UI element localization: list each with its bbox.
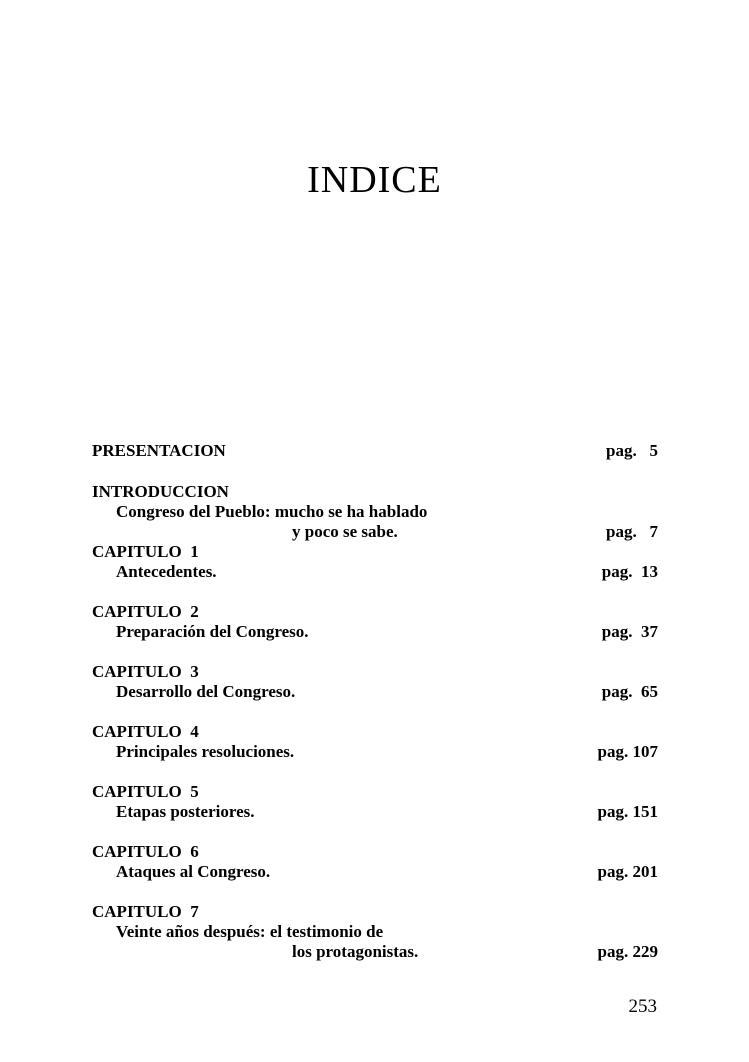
toc-entry-capitulo-2 bbox=[92, 602, 658, 642]
entry-heading: CAPITULO 3 bbox=[92, 662, 199, 681]
toc-entry-capitulo-7 bbox=[92, 902, 658, 962]
toc-entry-capitulo-6 bbox=[92, 842, 658, 882]
entry-page: pag. 229 bbox=[597, 942, 658, 961]
entry-page: pag. 5 bbox=[606, 441, 658, 460]
toc-entry-introduccion bbox=[92, 482, 658, 542]
toc-entry-capitulo-3 bbox=[92, 662, 658, 702]
entry-page: pag. 13 bbox=[601, 562, 658, 581]
toc-entry-capitulo-1 bbox=[92, 542, 658, 582]
entry-page: pag. 107 bbox=[597, 742, 658, 761]
entry-description: Desarrollo del Congreso. bbox=[116, 682, 296, 701]
toc-entry-presentacion bbox=[92, 441, 658, 461]
entry-description: Preparación del Congreso. bbox=[116, 622, 309, 641]
entry-description-continued: los protagonistas. bbox=[292, 942, 419, 961]
entry-heading: CAPITULO 2 bbox=[92, 602, 199, 621]
toc-entry-capitulo-4 bbox=[92, 722, 658, 762]
entry-page: pag. 201 bbox=[597, 862, 658, 881]
entry-description: Antecedentes. bbox=[116, 562, 217, 581]
entry-description: Congreso del Pueblo: mucho se ha hablado bbox=[116, 502, 428, 521]
toc-entry-capitulo-5 bbox=[92, 782, 658, 822]
entry-description: Etapas posteriores. bbox=[116, 802, 255, 821]
entry-description: Ataques al Congreso. bbox=[116, 862, 271, 881]
entry-heading: CAPITULO 7 bbox=[92, 902, 199, 921]
entry-heading: CAPITULO 1 bbox=[92, 542, 199, 561]
entry-description: Principales resoluciones. bbox=[116, 742, 295, 761]
entry-heading: CAPITULO 6 bbox=[92, 842, 199, 861]
page-title: INDICE bbox=[307, 159, 442, 201]
entry-heading: PRESENTACION bbox=[92, 441, 226, 460]
entry-description: Veinte años después: el testimonio de bbox=[116, 922, 384, 941]
entry-page: pag. 151 bbox=[597, 802, 658, 821]
entry-page: pag. 65 bbox=[601, 682, 658, 701]
entry-heading: CAPITULO 5 bbox=[92, 782, 199, 801]
entry-page: pag. 37 bbox=[601, 622, 658, 641]
entry-heading: INTRODUCCION bbox=[92, 482, 229, 501]
entry-page: pag. 7 bbox=[606, 522, 658, 541]
entry-description-continued: y poco se sabe. bbox=[292, 522, 398, 541]
page-number: 253 bbox=[628, 996, 657, 1017]
entry-heading: CAPITULO 4 bbox=[92, 722, 199, 741]
